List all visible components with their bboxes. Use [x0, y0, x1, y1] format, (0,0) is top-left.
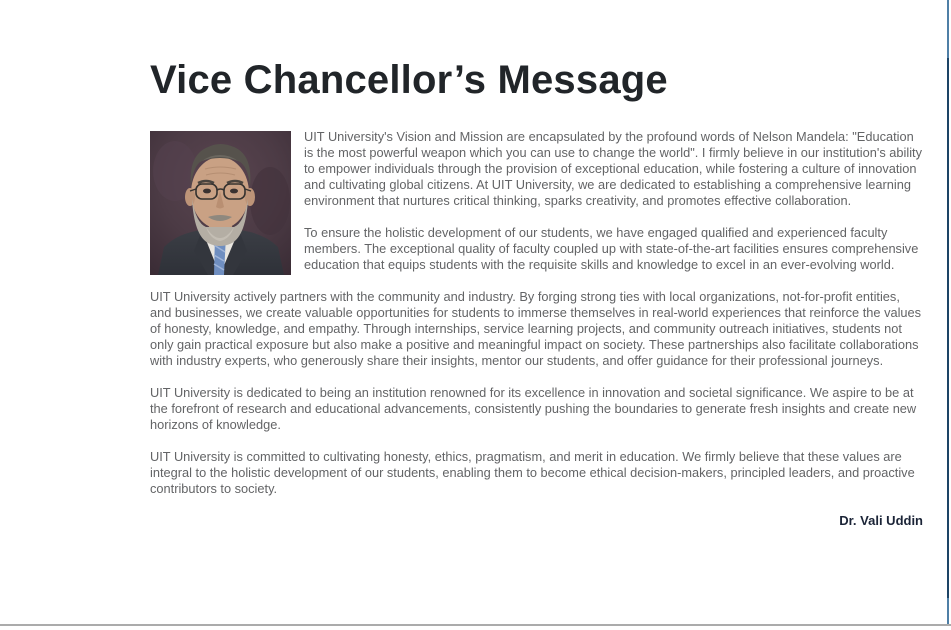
message-paragraph: To ensure the holistic development of our students, we have engaged qualified and experienced faculty members. The exceptional quality of faculty coupled up with state-of-the-art facilities ensures comprehensive education that equips students with the requisite skills and knowledge to excel in an ever-evolving world. — [304, 225, 919, 272]
portrait-graphic — [150, 131, 291, 275]
message-paragraph: UIT University is dedicated to being an institution renowned for its excellence in innovation and societal significance. We aspire to be at the forefront of research and educational advancements, consistently pushing the boundaries to generate fresh insights and create new horizons of knowledge. — [150, 385, 917, 432]
message-section — [150, 0, 923, 529]
message-paragraph: UIT University actively partners with the community and industry. By forging strong ties with local organizations, not-for-profit entities, and businesses, we create valuable opportunities for students to immerse themselves in real-world experiences that reinforce the values of honesty, knowledge, and empathy. Through internships, service learning projects, and community outreach initiatives, students not only gain practical exposure but also make a positive and meaningful impact on society. These partnerships also facilitate collaborations with industry experts, who generously share their insights, mentor our students, and offer guidance for their professional journeys. — [150, 289, 922, 368]
scrollbar-thumb-bottom[interactable] — [947, 598, 949, 624]
message-paragraph: UIT University's Vision and Mission are encapsulated by the profound words of Nelson Mandela: "Education is the most powerful weapon which you can use to change the world". I firmly believe in our institution's ability to empower individuals through the provision of exceptional education, while fostering a culture of innovation and cultivating global citizens. At UIT University, we are dedicated to establishing a comprehensive learning environment that nurtures critical thinking, sparks creativity, and promotes effective collaboration. — [304, 129, 922, 208]
signature: Dr. Vali Uddin — [839, 513, 923, 528]
message-paragraph: UIT University is committed to cultivating honesty, ethics, pragmatism, and merit in education. We firmly believe that these values are integral to the holistic development of our students, enabling them to become ethical decision-makers, principled leaders, and proactive contributors to society. — [150, 449, 915, 496]
vice-chancellor-photo — [150, 131, 291, 275]
page-title: Vice Chancellor’s Message — [150, 58, 668, 102]
scrollbar-thumb-top[interactable] — [947, 0, 949, 58]
scrollbar[interactable] — [947, 0, 949, 624]
bottom-divider — [0, 624, 951, 626]
message-body — [150, 129, 923, 529]
